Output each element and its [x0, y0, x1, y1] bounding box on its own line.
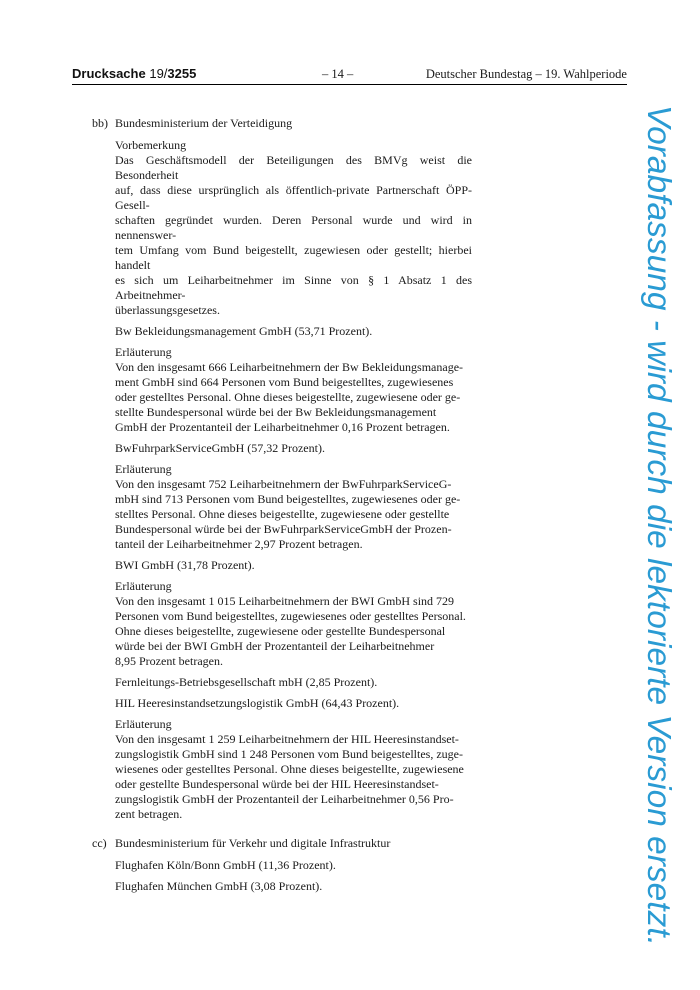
- company-entry: [115, 441, 472, 456]
- text-line: überlassungsgesetzes.: [115, 303, 220, 317]
- company-name: Flughafen München GmbH (3,08 Prozent).: [115, 879, 323, 893]
- company-name: BwFuhrparkServiceGmbH (57,32 Prozent).: [115, 441, 325, 455]
- document-body: [72, 116, 472, 894]
- document-number: [72, 66, 196, 81]
- explanation-heading: Erläuterung: [115, 462, 172, 476]
- text-line: zent betragen.: [115, 807, 183, 821]
- text-line: Ohne dieses beigestellte, zugewiesene oder gestellte Bundespersonal: [115, 624, 446, 638]
- doc-number-main: 3255: [167, 66, 197, 81]
- company-entry: [115, 858, 472, 873]
- text-line: ment GmbH sind 664 Personen vom Bund beigestelltes, zugewiesenes: [115, 375, 454, 389]
- text-line: Von den insgesamt 1 259 Leiharbeitnehmern der HIL Heeresinstandset-: [115, 732, 459, 746]
- text-line: Von den insgesamt 752 Leiharbeitnehmern der BwFuhrparkServiceG-: [115, 477, 452, 491]
- text-line: schaften gegründet wurden. Deren Personal wurde und wird in nennenswer-: [115, 213, 472, 242]
- vorbemerkung-heading: Vorbemerkung: [115, 138, 187, 152]
- section-bb: [72, 116, 472, 822]
- section-label: cc): [92, 836, 107, 850]
- text-line: tanteil der Leiharbeitnehmer 2,97 Prozent betragen.: [115, 537, 363, 551]
- text-line: GmbH der Prozentanteil der Leiharbeitnehmer 0,16 Prozent betragen.: [115, 420, 450, 434]
- doc-number-prefix: 19/: [149, 66, 168, 81]
- text-line: oder gestelltes Personal. Ohne dieses beigestellte, zugewiesene oder ge-: [115, 390, 461, 404]
- text-line: würde bei der BWI GmbH der Prozentanteil der Leiharbeitnehmer: [115, 639, 435, 653]
- text-line: tem Umfang vom Bund beigestellt, zugewiesen oder gestellt; hierbei handelt: [115, 243, 472, 272]
- vorbemerkung: [115, 138, 472, 318]
- text-line: auf, dass diese ursprünglich als öffentlich-private Partnerschaft ÖPP-Gesell-: [115, 183, 472, 212]
- section-label: bb): [92, 116, 108, 130]
- company-entry: [115, 324, 472, 339]
- company-name: HIL Heeresinstandsetzungslogistik GmbH (64,43 Prozent).: [115, 696, 400, 710]
- explanation-heading: Erläuterung: [115, 579, 172, 593]
- section-title: Bundesministerium für Verkehr und digitale Infrastruktur: [115, 836, 391, 850]
- company-name: Bw Bekleidungsmanagement GmbH (53,71 Prozent).: [115, 324, 373, 338]
- company-name: BWI GmbH (31,78 Prozent).: [115, 558, 255, 572]
- text-line: wiesenes oder gestelltes Personal. Ohne dieses beigestellte, zugewiesene: [115, 762, 464, 776]
- company-entry: [115, 879, 472, 894]
- text-line: Von den insgesamt 1 015 Leiharbeitnehmern der BWI GmbH sind 729: [115, 594, 455, 608]
- text-line: Bundespersonal würde bei der BwFuhrparkServiceGmbH der Prozen-: [115, 522, 452, 536]
- text-line: Personen vom Bund beigestelltes, zugewiesenes oder gestelltes Personal.: [115, 609, 466, 623]
- explanation-heading: Erläuterung: [115, 717, 172, 731]
- company-entry: [115, 558, 472, 573]
- text-line: Das Geschäftsmodell der Beteiligungen des BMVg weist die Besonderheit: [115, 153, 472, 182]
- doc-type: Drucksache: [72, 66, 146, 81]
- text-line: stelltes Personal. Ohne dieses beigestellte, zugewiesene oder gestellte: [115, 507, 450, 521]
- publisher: Deutscher Bundestag – 19. Wahlperiode: [425, 67, 627, 81]
- page-header: [72, 66, 627, 85]
- watermark-text: Vorabfassung - wird durch die lektorierte Version ersetzt.: [640, 105, 677, 946]
- company-name: Fernleitungs-Betriebsgesellschaft mbH (2,85 Prozent).: [115, 675, 378, 689]
- section-title: Bundesministerium der Verteidigung: [115, 116, 293, 130]
- explanation: [115, 579, 472, 669]
- text-line: oder gestellte Bundespersonal würde bei der HIL Heeresinstandset-: [115, 777, 439, 791]
- explanation: [115, 345, 472, 435]
- text-line: es sich um Leiharbeitnehmer im Sinne von § 1 Absatz 1 des Arbeitnehmer-: [115, 273, 472, 302]
- explanation: [115, 717, 472, 822]
- text-line: zungslogistik GmbH der Prozentanteil der Leiharbeitnehmer 0,56 Pro-: [115, 792, 454, 806]
- text-line: 8,95 Prozent betragen.: [115, 654, 223, 668]
- company-entry: [115, 696, 472, 711]
- company-entry: [115, 675, 472, 690]
- text-line: Von den insgesamt 666 Leiharbeitnehmern der Bw Bekleidungsmanage-: [115, 360, 464, 374]
- text-line: mbH sind 713 Personen vom Bund beigestelltes, zugewiesenes oder ge-: [115, 492, 461, 506]
- explanation-heading: Erläuterung: [115, 345, 172, 359]
- page-number: – 14 –: [322, 67, 354, 81]
- company-name: Flughafen Köln/Bonn GmbH (11,36 Prozent).: [115, 858, 336, 872]
- section-cc: [72, 836, 472, 894]
- explanation: [115, 462, 472, 552]
- text-line: stellte Bundespersonal würde bei der Bw Bekleidungsmanagement: [115, 405, 437, 419]
- text-line: zungslogistik GmbH sind 1 248 Personen vom Bund beigestelltes, zuge-: [115, 747, 463, 761]
- watermark: [607, 105, 687, 946]
